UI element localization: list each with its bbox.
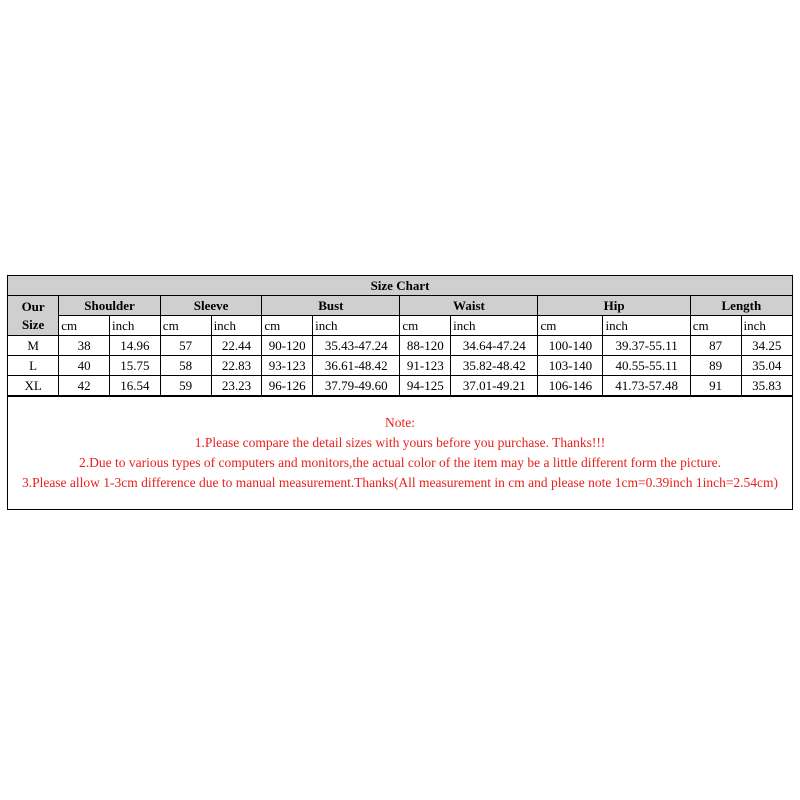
measure-cell: 39.37-55.11 [603,336,690,356]
our-size-label-line1: Our [21,298,45,314]
note-line-3: 3.Please allow 1-3cm difference due to manual measurement.Thanks(All measurement in cm and please note 1cm=0.39inch 1inch=2.54cm) [21,475,779,490]
unit-header: inch [741,316,792,336]
measure-cell: 87 [690,336,741,356]
measure-cell: 14.96 [110,336,161,356]
measure-cell: 37.01-49.21 [451,376,538,396]
measure-cell: 89 [690,356,741,376]
measure-cell: 34.25 [741,336,792,356]
measure-cell: 35.43-47.24 [313,336,400,356]
measure-cell: 41.73-57.48 [603,376,690,396]
table-row [8,336,792,356]
unit-header: inch [110,316,161,336]
note-line-2: 2.Due to various types of computers and monitors,the actual color of the item may be a little different form the picture. [79,455,721,470]
note-heading: Note: [385,415,415,430]
measure-cell: 94-125 [400,376,451,396]
notes-section [8,396,792,509]
group-header-waist: Waist [400,296,538,316]
group-header-bust: Bust [262,296,400,316]
measure-cell: 103-140 [538,356,603,376]
table-row [8,376,792,396]
size-cell: M [8,336,59,356]
size-cell: L [8,356,59,376]
measure-cell: 22.44 [211,336,262,356]
unit-header: cm [262,316,313,336]
unit-header: inch [603,316,690,336]
measure-cell: 35.04 [741,356,792,376]
unit-header: cm [160,316,211,336]
measure-cell: 57 [160,336,211,356]
our-size-header [8,296,59,336]
measure-cell: 100-140 [538,336,603,356]
measure-cell: 42 [59,376,110,396]
measure-cell: 91 [690,376,741,396]
measure-cell: 15.75 [110,356,161,376]
note-line-1: 1.Please compare the detail sizes with yours before you purchase. Thanks!!! [194,435,606,450]
measure-cell: 93-123 [262,356,313,376]
size-cell: XL [8,376,59,396]
measure-cell: 36.61-48.42 [313,356,400,376]
unit-header: cm [59,316,110,336]
measure-cell: 35.82-48.42 [451,356,538,376]
measure-cell: 58 [160,356,211,376]
group-header-length: Length [690,296,792,316]
measure-cell: 96-126 [262,376,313,396]
unit-header: cm [690,316,741,336]
measure-cell: 40 [59,356,110,376]
measure-cell: 34.64-47.24 [451,336,538,356]
size-table [8,276,792,396]
measure-cell: 22.83 [211,356,262,376]
group-header-sleeve: Sleeve [160,296,262,316]
group-header-shoulder: Shoulder [59,296,161,316]
unit-header: cm [400,316,451,336]
measure-cell: 88-120 [400,336,451,356]
measure-cell: 91-123 [400,356,451,376]
measure-cell: 106-146 [538,376,603,396]
group-header-hip: Hip [538,296,690,316]
measure-cell: 38 [59,336,110,356]
unit-header: cm [538,316,603,336]
our-size-label-line2: Size [21,316,45,332]
measure-cell: 59 [160,376,211,396]
unit-header: inch [451,316,538,336]
size-chart [7,275,793,510]
unit-header: inch [313,316,400,336]
table-title: Size Chart [8,276,792,296]
measure-cell: 35.83 [741,376,792,396]
table-row [8,356,792,376]
measure-cell: 16.54 [110,376,161,396]
measure-cell: 23.23 [211,376,262,396]
measure-cell: 90-120 [262,336,313,356]
measure-cell: 37.79-49.60 [313,376,400,396]
measure-cell: 40.55-55.11 [603,356,690,376]
unit-header: inch [211,316,262,336]
